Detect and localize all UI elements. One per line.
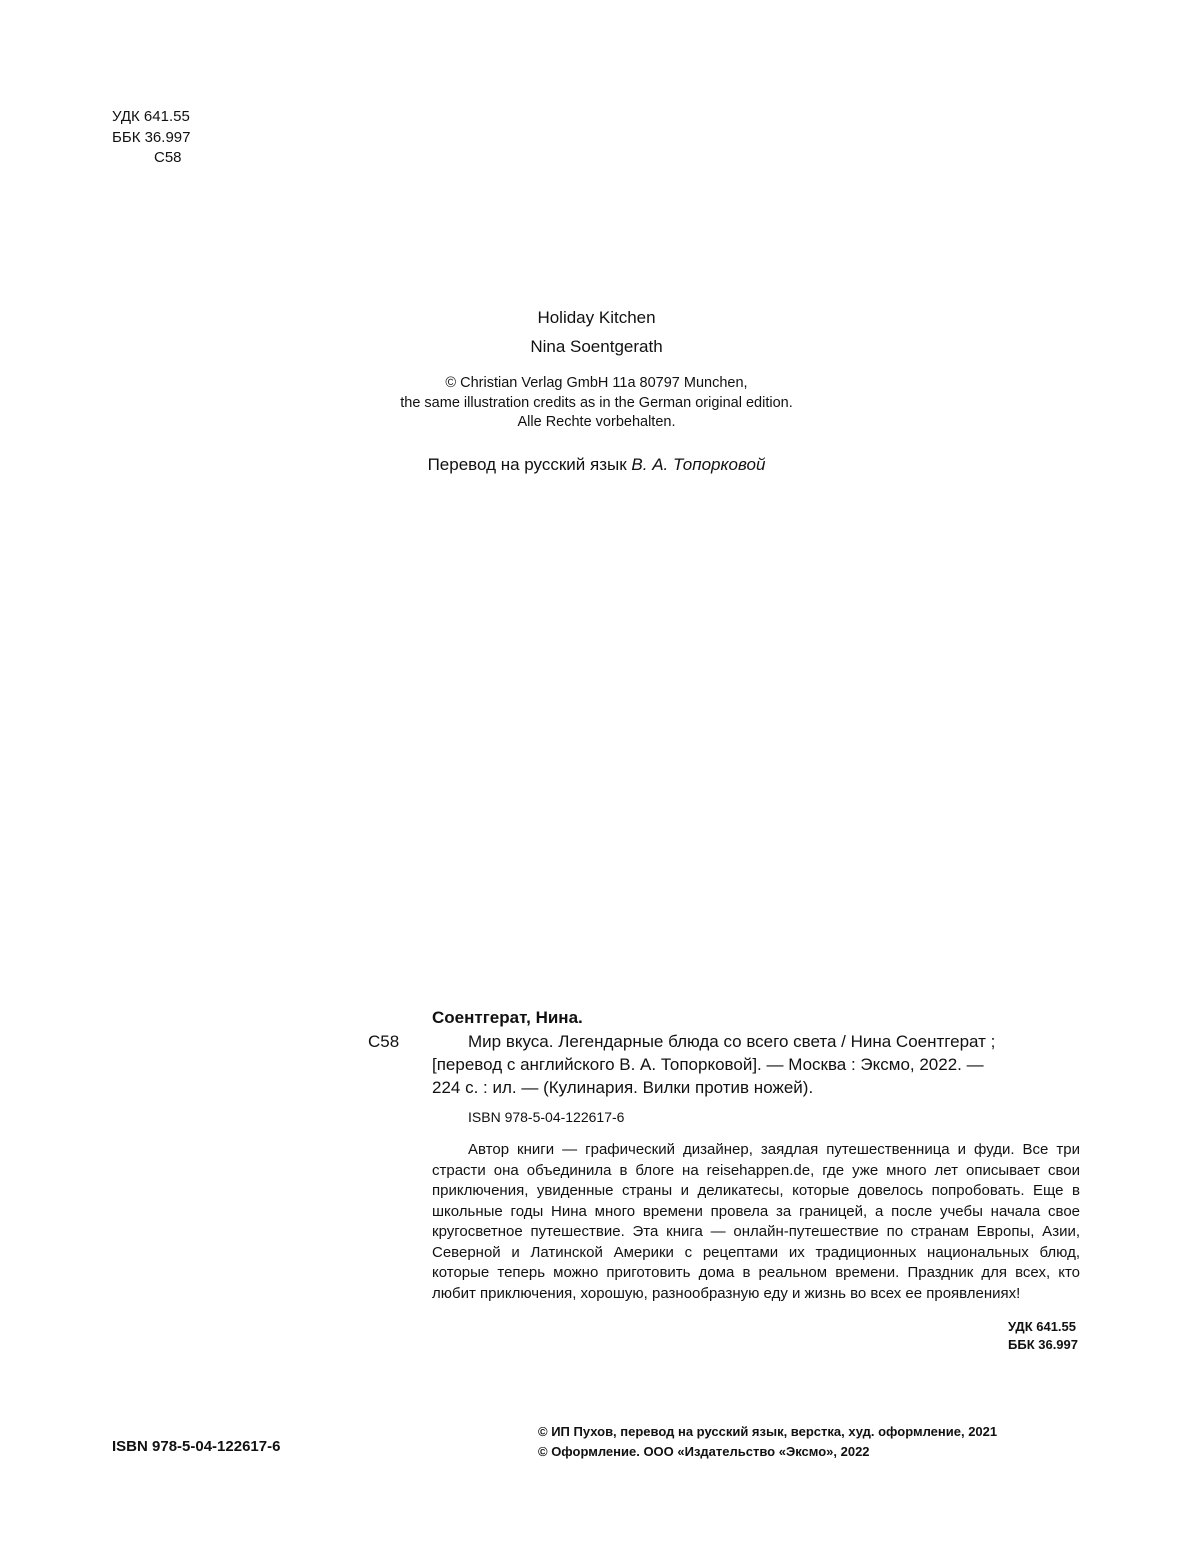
card-description bbox=[432, 1030, 1080, 1099]
card-author-sign: С58 bbox=[368, 1032, 400, 1051]
translation-credit bbox=[0, 454, 1193, 476]
author-sign: С58 bbox=[154, 149, 182, 166]
card-classification bbox=[1008, 1318, 1078, 1354]
udk-code: УДК 641.55 bbox=[112, 108, 190, 125]
card-isbn: ISBN 978-5-04-122617-6 bbox=[468, 1109, 625, 1125]
footer-isbn: ISBN 978-5-04-122617-6 bbox=[112, 1438, 281, 1455]
original-copyright bbox=[0, 374, 1193, 433]
card-description-line: [перевод с английского В. А. Топорковой]. — Москва : Эксмо, 2022. — bbox=[432, 1055, 984, 1074]
card-description-line: 224 с. : ил. — (Кулинария. Вилки против ножей). bbox=[432, 1078, 814, 1097]
card-udk: УДК 641.55 bbox=[1008, 1319, 1076, 1334]
card-bbk: ББК 36.997 bbox=[1008, 1337, 1078, 1352]
footer-copyrights bbox=[538, 1422, 997, 1462]
footer-copyright-line: © ИП Пухов, перевод на русский язык, верстка, худ. оформление, 2021 bbox=[538, 1424, 998, 1439]
copyright-line: © Christian Verlag GmbH 11a 80797 Munchen, bbox=[445, 375, 748, 391]
card-author: Соентгерат, Нина. bbox=[432, 1008, 583, 1027]
translator-name: В. А. Топорковой bbox=[631, 455, 766, 474]
translation-prefix: Перевод на русский язык bbox=[427, 455, 632, 474]
footer-copyright-line: © Оформление. ООО «Издательство «Эксмо», 2022 bbox=[538, 1444, 870, 1459]
book-annotation: Автор книги — графический дизайнер, заядлая путешественница и фуди. Все три страсти она объединила в блоге на reisehappen.de, где уже много лет описывает свои приключения, увиденные страны и деликатесы, которые довелось попробовать. Еще в школьные годы Нина много времени провела за границей, а после учебы начала свое кругосветное путешествие. Эта книга — онлайн-путешествие по странам Европы, Азии, Северной и Латинской Америки с рецептами их традиционных национальных блюд, которые теперь можно приготовить дома в реальном времени. Праздник для всех, кто любит приключения, хорошую, разнообразную еду и жизнь во всех ее проявлениях! bbox=[432, 1141, 1080, 1302]
original-title: Holiday Kitchen bbox=[537, 308, 656, 327]
bbk-code: ББК 36.997 bbox=[112, 128, 191, 146]
classification-top bbox=[112, 107, 190, 169]
copyright-line: the same illustration credits as in the German original edition. bbox=[400, 394, 793, 411]
card-description-line: Мир вкуса. Легендарные блюда со всего света / Нина Соентгерат ; bbox=[468, 1032, 996, 1051]
original-author: Nina Soentgerath bbox=[530, 337, 663, 356]
copyright-line: Alle Rechte vorbehalten. bbox=[517, 414, 676, 430]
